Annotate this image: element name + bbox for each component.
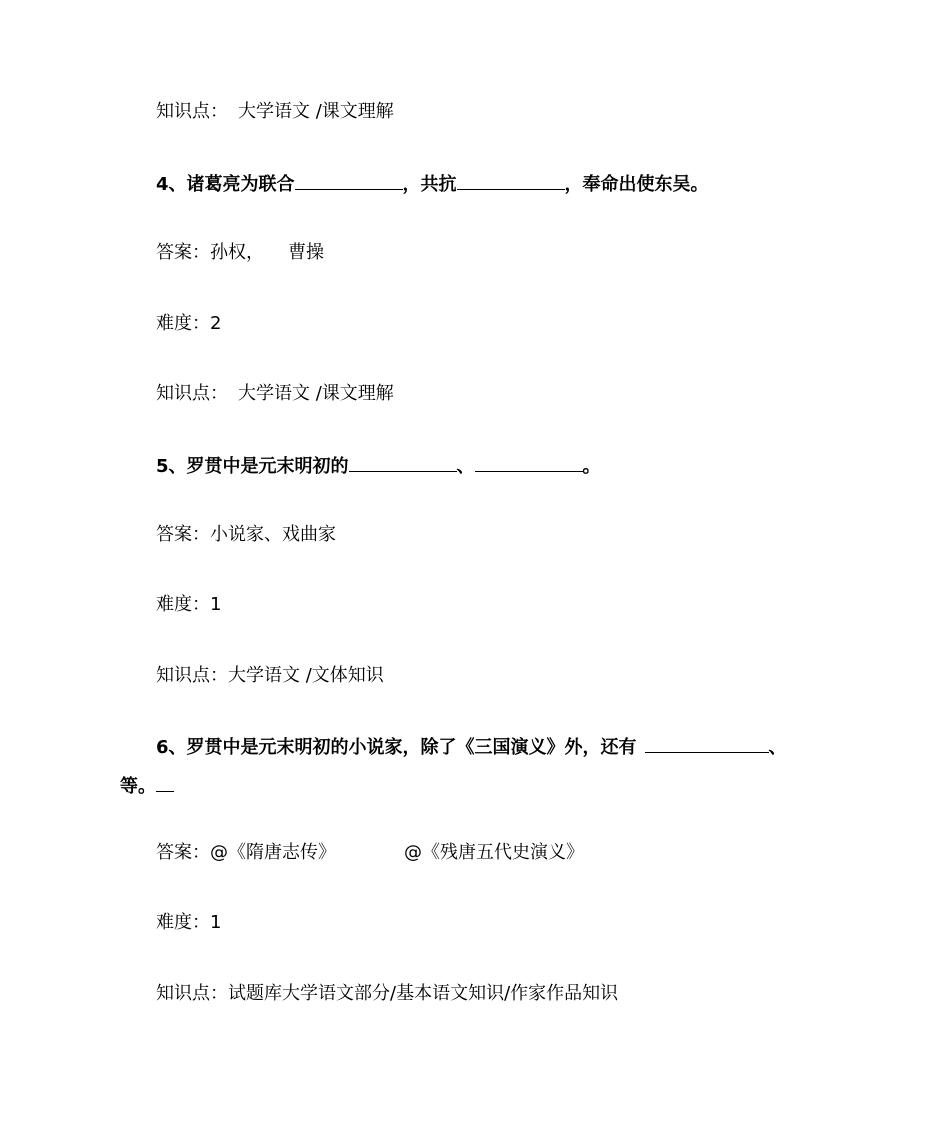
q6-answer-line: [156, 841, 584, 865]
q6-stem: [156, 734, 787, 760]
q4-answer-line: [156, 241, 324, 265]
q6-answer-1: @《隋唐志传》: [210, 842, 336, 863]
knowledge-value: 大学语文 /课文理解: [238, 101, 394, 122]
q5-stem-part1: 5、罗贯中是元末明初的: [156, 456, 349, 477]
q4-blank-2: [457, 171, 565, 190]
q4-stem-part2: ，共抗: [402, 174, 457, 195]
answer-label: 答案：: [156, 242, 210, 263]
q6-stem-line2: 等。: [120, 776, 156, 797]
knowledge-label: 知识点：: [156, 383, 228, 404]
q4-stem-part1: 4、诸葛亮为联合: [156, 174, 295, 195]
knowledge-label: 知识点：: [156, 983, 228, 1004]
q4-answer-1: 孙权，: [210, 242, 264, 263]
q6-blank-1: [645, 734, 769, 753]
difficulty-label: 难度：: [156, 594, 210, 615]
q6-difficulty-line: [156, 911, 221, 935]
q5-knowledge-value: 大学语文 /文体知识: [228, 665, 384, 686]
q5-stem-part2: 、: [456, 456, 475, 477]
q4-stem-part3: ，奉命出使东吴。: [564, 174, 709, 195]
q6-answer-2: @《残唐五代史演义》: [404, 842, 584, 863]
q5-answer-value: 小说家、戏曲家: [210, 524, 336, 545]
answer-label: 答案：: [156, 524, 210, 545]
q4-knowledge-line: [156, 382, 394, 406]
knowledge-label: 知识点：: [156, 101, 228, 122]
q4-blank-1: [295, 171, 403, 190]
q5-blank-2: [475, 453, 583, 472]
q4-stem: [156, 171, 709, 197]
q4-answer-2: 曹操: [288, 242, 324, 263]
q6-stem-continued: [120, 773, 174, 799]
q4-difficulty-value: 2: [210, 313, 222, 334]
q6-blank-2: [156, 773, 174, 792]
q5-blank-1: [349, 453, 457, 472]
difficulty-label: 难度：: [156, 912, 210, 933]
knowledge-label: 知识点：: [156, 665, 228, 686]
answer-label: 答案：: [156, 842, 210, 863]
q5-answer-line: [156, 523, 336, 547]
q3-knowledge-line: [156, 100, 394, 124]
q5-difficulty-line: [156, 593, 221, 617]
q6-difficulty-value: 1: [210, 912, 222, 933]
q5-knowledge-line: [156, 664, 384, 688]
q4-difficulty-line: [156, 312, 221, 336]
q5-stem-part3: 。: [582, 456, 601, 477]
q4-knowledge-value: 大学语文 /课文理解: [238, 383, 394, 404]
q6-knowledge-line: [156, 982, 618, 1006]
q5-difficulty-value: 1: [210, 594, 222, 615]
q6-stem-part1: 6、罗贯中是元末明初的小说家，除了《三国演义》外，还有: [156, 737, 637, 758]
q6-stem-part2: 、: [768, 737, 787, 758]
q5-stem: [156, 453, 601, 479]
q6-knowledge-value: 试题库大学语文部分/基本语文知识/作家作品知识: [228, 983, 619, 1004]
difficulty-label: 难度：: [156, 313, 210, 334]
